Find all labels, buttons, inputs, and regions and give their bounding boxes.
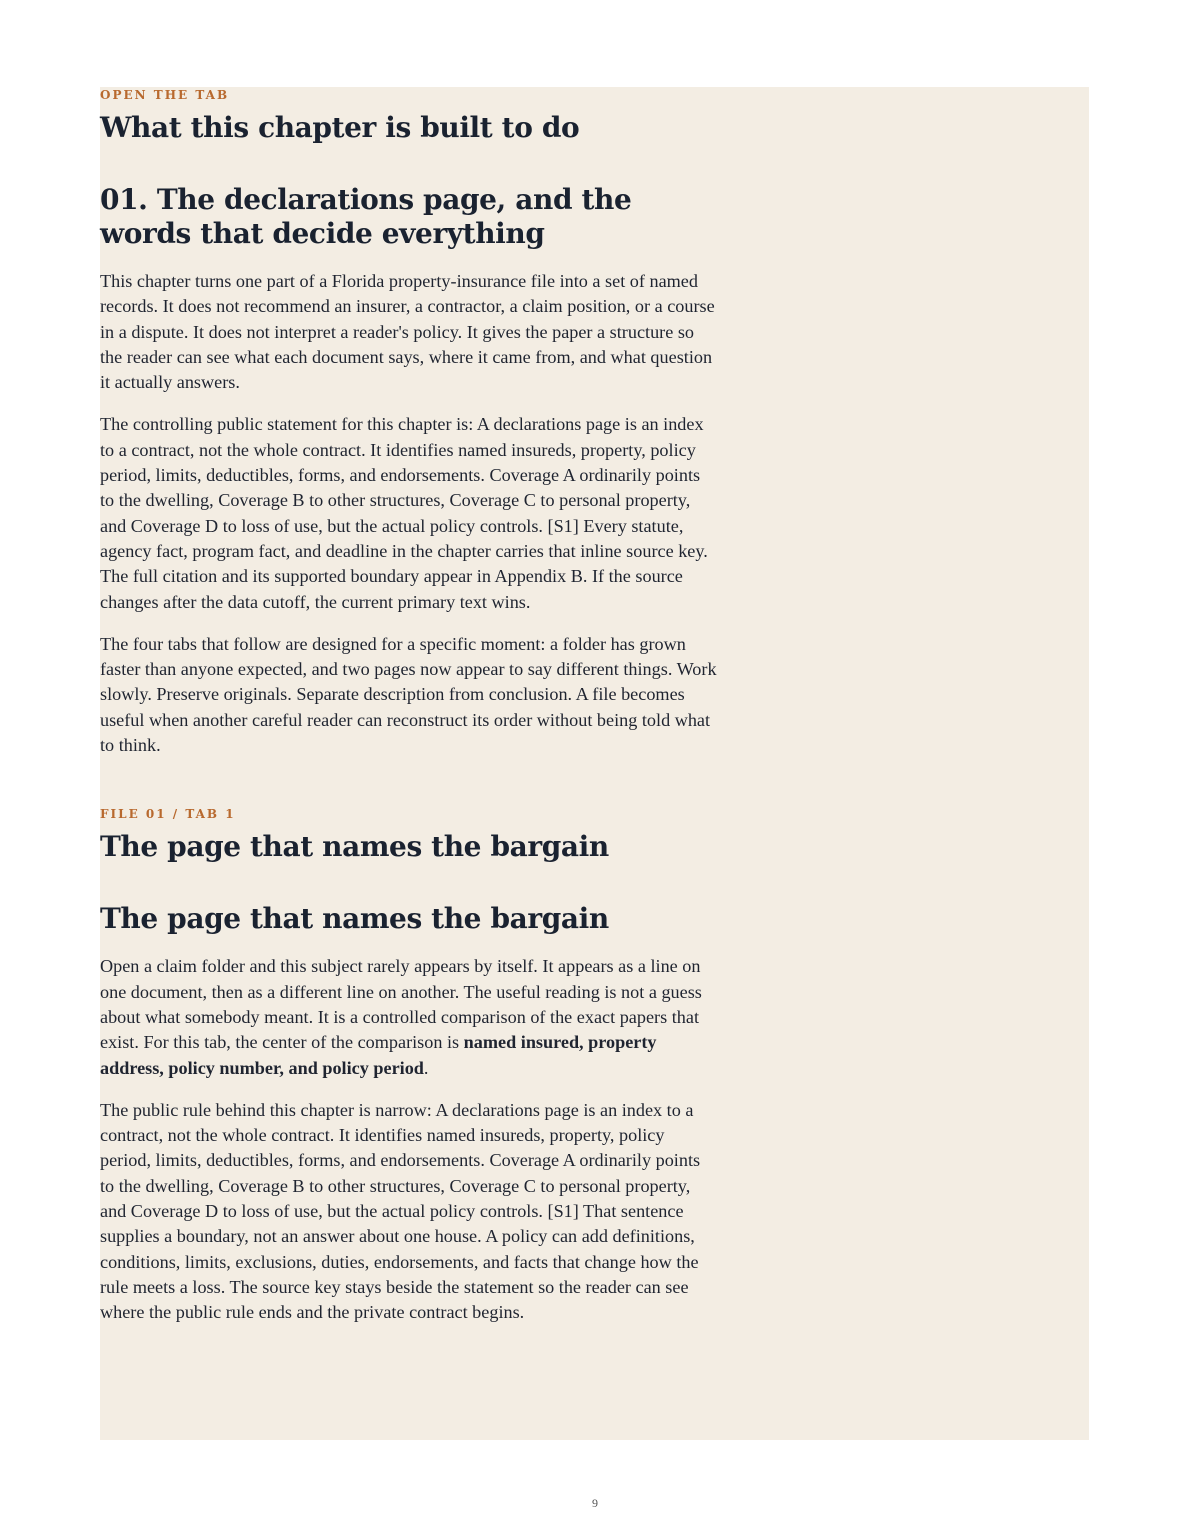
tab-heading: The page that names the bargain bbox=[100, 902, 609, 936]
section-title: What this chapter is built to do bbox=[100, 111, 580, 144]
paragraph: The four tabs that follow are designed for a specific moment: a folder has grown faster than anyone expected, and two pages now appear to say different things. Work slowly. Preserve originals. Separate description from conclusion. A file becomes useful when another careful reader can reconstruct its order without being told what to think. bbox=[100, 633, 717, 756]
tab-title: The page that names the bargain bbox=[100, 830, 609, 864]
chapter-content bbox=[100, 87, 718, 1326]
chapter-heading: 01. The declarations page, and the words that decide everything bbox=[100, 183, 632, 250]
tab-kicker: FILE 01 / TAB 1 bbox=[100, 807, 236, 822]
paragraph-text: . bbox=[423, 1057, 429, 1078]
paragraph: The controlling public statement for this chapter is: A declarations page is an index to a contract, not the whole contract. It identifies named insureds, property, policy period, limits, deductibles, forms, and endorsements. Coverage A ordinarily points to the dwelling, Coverage B to other structures, Coverage C to personal property, and Coverage D to loss of use, but the actual policy controls. [S1] Every statute, agency fact, program fact, and deadline in the chapter carries that inline source key. The full citation and its supported boundary appear in Appendix B. If the source changes after the data cutoff, the current primary text wins. bbox=[100, 414, 708, 612]
emphasis-text: named insured, property address, policy number, and policy period bbox=[100, 1032, 657, 1078]
paragraph: This chapter turns one part of a Florida property-insurance file into a set of named records. It does not recommend an insurer, a contractor, a claim position, or a course in a dispute. It does not interpret a reader's policy. It gives the paper a structure so the reader can see what each document says, where it came from, and what question it actually answers. bbox=[100, 271, 715, 393]
section-kicker: OPEN THE TAB bbox=[100, 88, 230, 102]
page-number: 9 bbox=[592, 1496, 598, 1510]
paragraph-text: Open a claim folder and this subject rarely appears by itself. It appears as a line on one document, then as a different line on another. The useful reading is not a guess about what somebody meant. It is a controlled comparison of the exact papers that exist. For this tab, the center of the comparison is bbox=[100, 956, 702, 1053]
paragraph: The public rule behind this chapter is narrow: A declarations page is an index to a contract, not the whole contract. It identifies named insureds, property, policy period, limits, deductibles, forms, and endorsements. Coverage A ordinarily points to the dwelling, Coverage B to other structures, Coverage C to personal property, and Coverage D to loss of use, but the actual policy controls. [S1] That sentence supplies a boundary, not an answer about one house. A policy can add definitions, conditions, limits, exclusions, duties, endorsements, and facts that change how the rule meets a loss. The source key stays beside the statement so the reader can see where the public rule ends and the private contract begins. bbox=[100, 1099, 701, 1323]
paragraph bbox=[100, 954, 718, 1080]
